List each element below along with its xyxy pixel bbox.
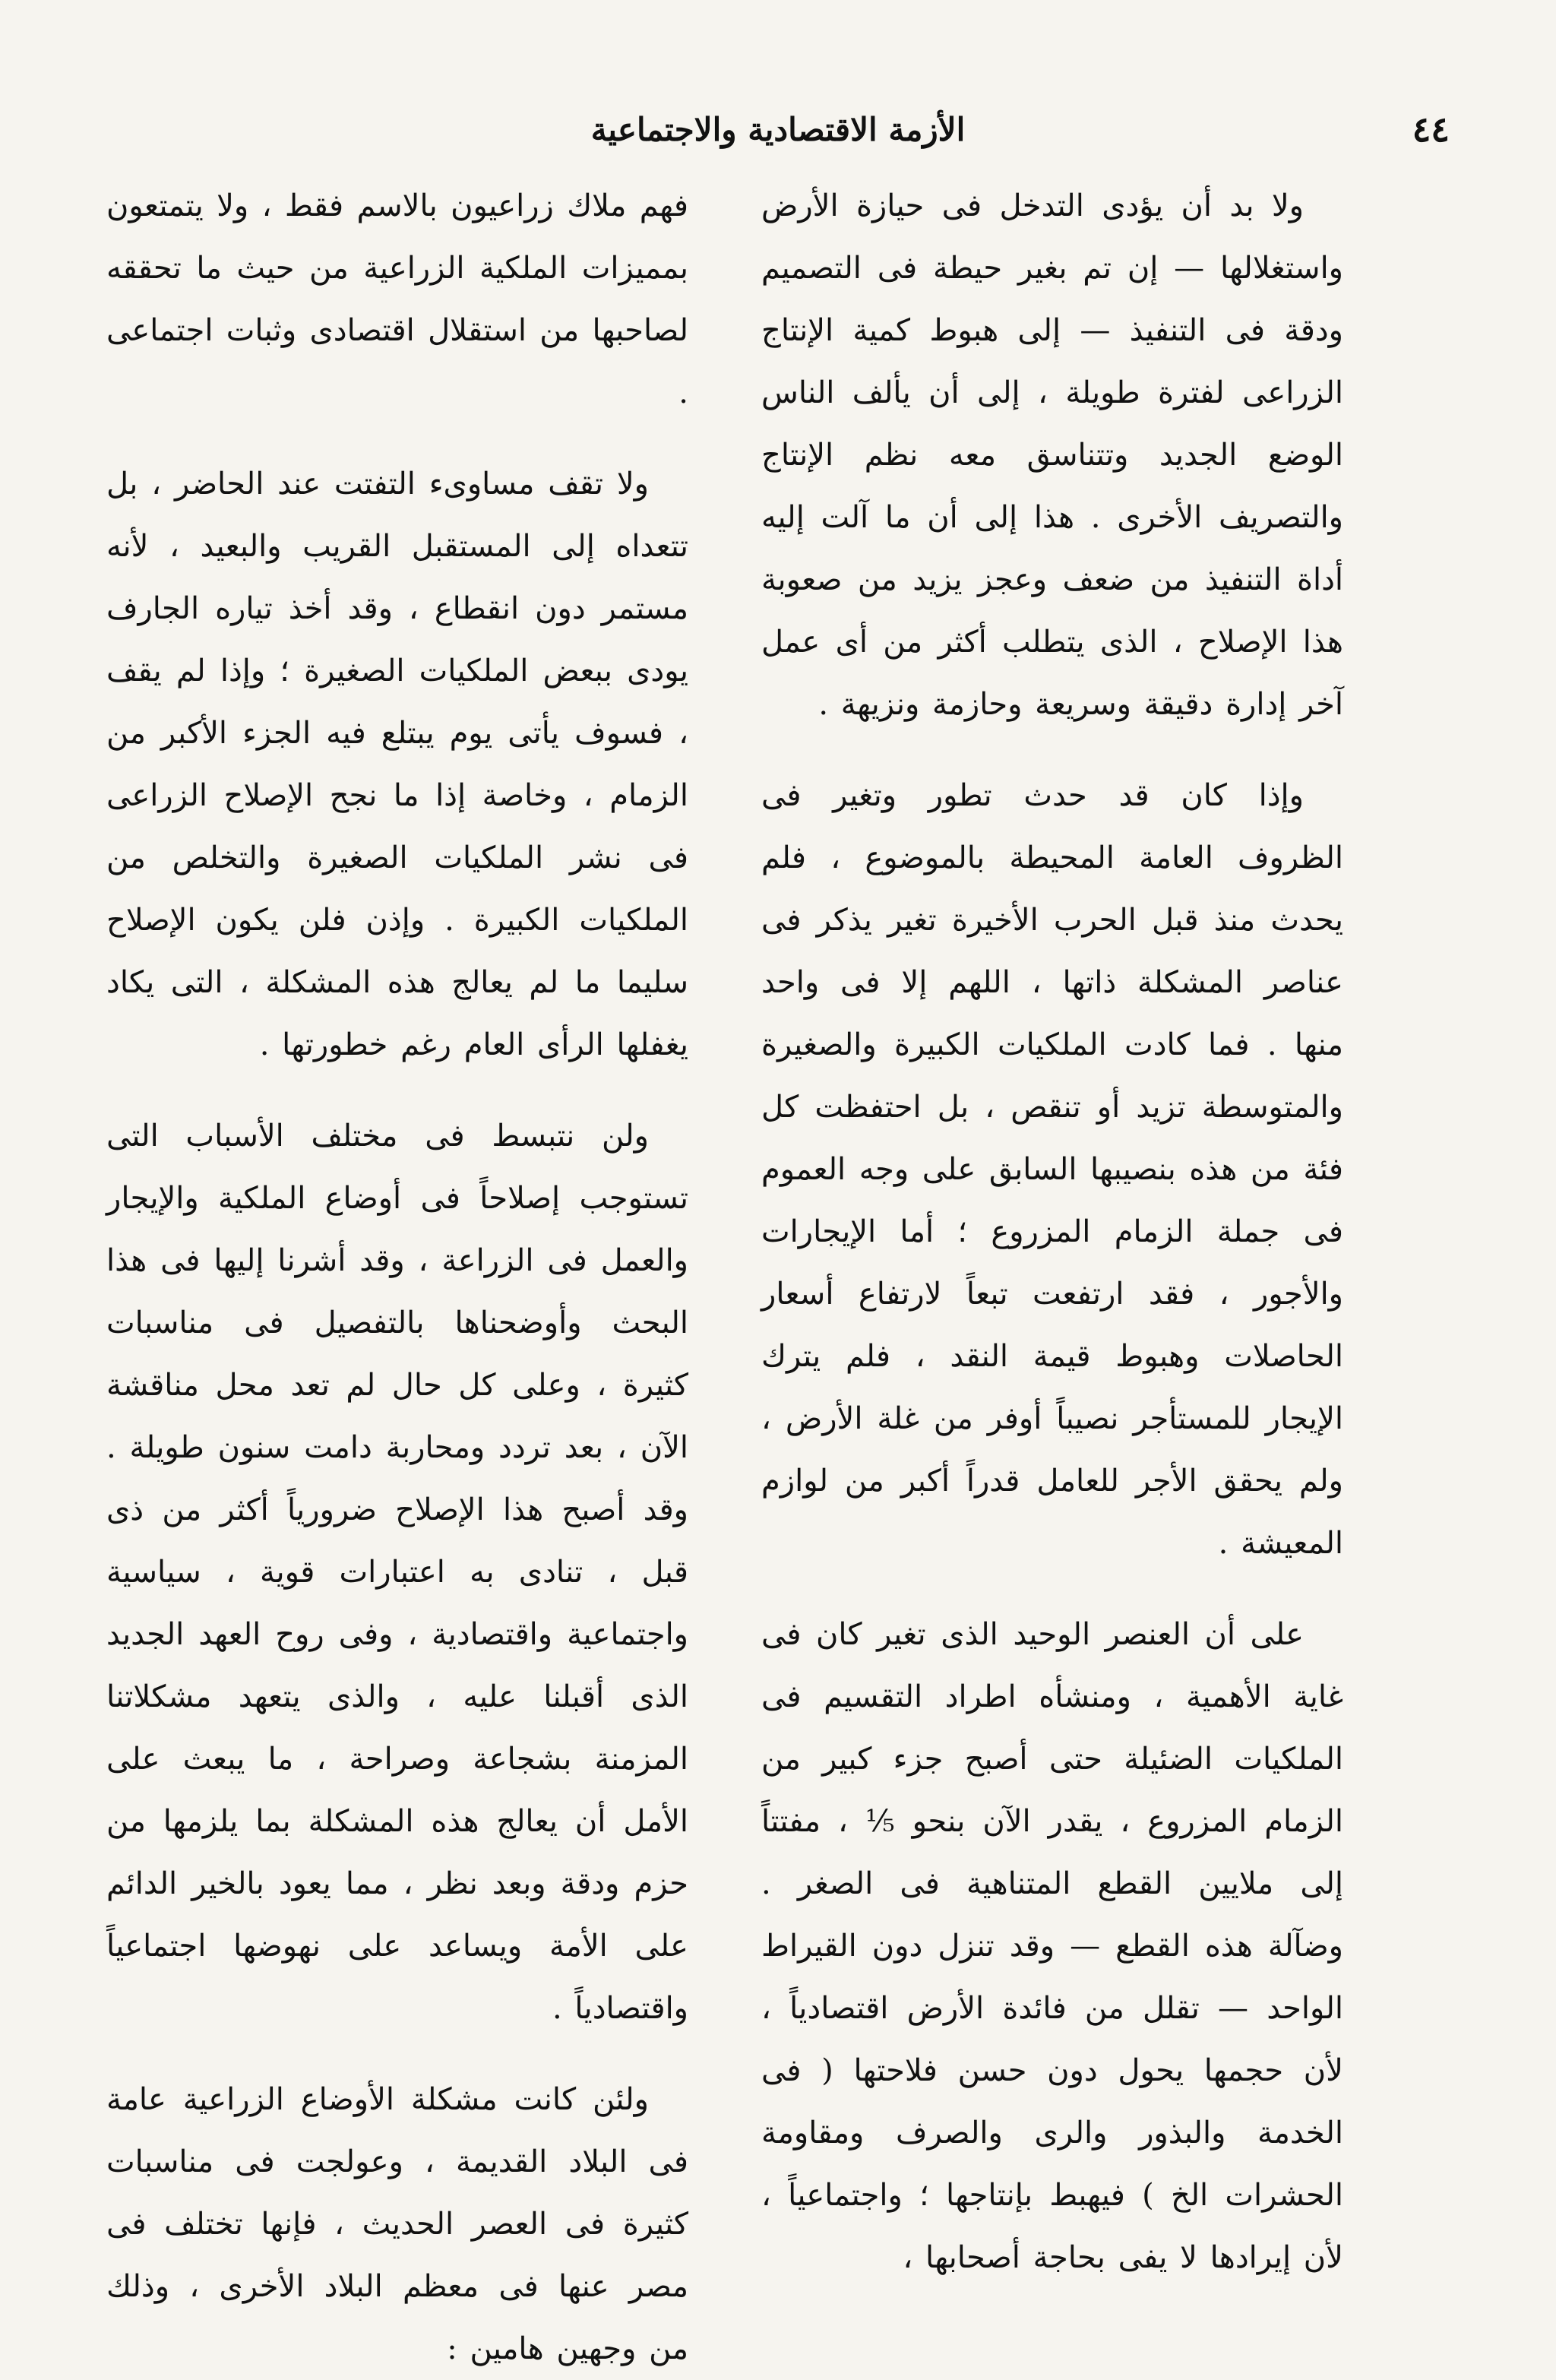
paragraph: ولا تقف مساوىء التفتت عند الحاضر ، بل تتعداه إلى المستقبل القريب والبعيد ، لأنه مستمر دون انقطاع ، وقد أخذ تياره الجارف يودى ببعض الملكيات الصغيرة ؛ وإذا لم يقف ، فسوف يأتى يوم يبتلع فيه الجزء الأكبر من الزمام ، وخاصة إذا ما نجح الإصلاح الزراعى فى نشر الملكيات الصغيرة والتخلص من الملكيات الكبيرة . وإذن فلن يكون الإصلاح سليما ما لم يعالج هذه المشكلة ، التى يكاد يغفلها الرأى العام رغم خطورتها . — [106, 467, 688, 1062]
column-right — [761, 175, 1343, 2275]
paragraph: ولا بد أن يؤدى التدخل فى حيازة الأرض واستغلالها — إن تم بغير حيطة فى التصميم ودقة فى التنفيذ — إلى هبوط كمية الإنتاج الزراعى لفترة طويلة ، إلى أن يألف الناس الوضع الجديد وتتناسق معه نظم الإنتاج والتصريف الأخرى . هذا إلى أن ما آلت إليه أداة التنفيذ من ضعف وعجز يزيد من صعوبة هذا الإصلاح ، الذى يتطلب أكثر من أى عمل آخر إدارة دقيقة وسريعة وحازمة ونزيهة . — [761, 188, 1343, 722]
column-left — [106, 175, 689, 2366]
page-header — [106, 99, 1450, 160]
text-columns — [106, 175, 1343, 2366]
paragraph: ولن نتبسط فى مختلف الأسباب التى تستوجب إصلاحاً فى أوضاع الملكية والإيجار والعمل فى الزراعة ، وقد أشرنا إليها فى هذا البحث وأوضحناها بالتفصيل فى مناسبات كثيرة ، وعلى كل حال لم تعد محل مناقشة الآن ، بعد تردد ومحاربة دامت سنون طويلة . وقد أصبح هذا الإصلاح ضرورياً أكثر من ذى قبل ، تنادى به اعتبارات قوية ، سياسية واجتماعية واقتصادية ، وفى روح العهد الجديد الذى أقبلنا عليه ، والذى يتعهد مشكلاتنا المزمنة بشجاعة وصراحة ، ما يبعث على الأمل أن يعالج هذه المشكلة بما يلزمها من حزم ودقة وبعد نظر ، مما يعود بالخير الدائم على الأمة ويساعد على نهوضها اجتماعياً واقتصادياً . — [106, 1119, 689, 2026]
running-title: الأزمة الاقتصادية والاجتماعية — [590, 110, 966, 148]
page-number: ٤٤ — [1412, 109, 1450, 150]
paragraph: على أن العنصر الوحيد الذى تغير كان فى غاية الأهمية ، ومنشأه اطراد التقسيم فى الملكيات الضئيلة حتى أصبح جزء كبير من الزمام المزروع ، يقدر الآن بنحو ⅕ ، مفتتاً إلى ملايين القطع المتناهية فى الصغر . وضآلة هذه القطع — وقد تنزل دون القيراط الواحد — تقلل من فائدة الأرض اقتصادياً ، لأن حجمها يحول دون حسن فلاحتها ( فى الخدمة والبذور والرى والصرف ومقاومة الحشرات الخ ) فيهبط بإنتاجها ؛ واجتماعياً ، لأن إيرادها لا يفى بحاجة أصحابها ، — [761, 1617, 1343, 2275]
paragraph: وإذا كان قد حدث تطور وتغير فى الظروف العامة المحيطة بالموضوع ، فلم يحدث منذ قبل الحرب الأخيرة تغير يذكر فى عناصر المشكلة ذاتها ، اللهم إلا فى واحد منها . فما كادت الملكيات الكبيرة والصغيرة والمتوسطة تزيد أو تنقص ، بل احتفظت كل فئة من هذه بنصيبها السابق على وجه العموم فى جملة الزمام المزروع ؛ أما الإيجارات والأجور ، فقد ارتفعت تبعاً لارتفاع أسعار الحاصلات وهبوط قيمة النقد ، فلم يترك الإيجار للمستأجر نصيباً أوفر من غلة الأرض ، ولم يحقق الأجر للعامل قدراً أكبر من لوازم المعيشة . — [761, 778, 1343, 1561]
paragraph: ولئن كانت مشكلة الأوضاع الزراعية عامة فى البلاد القديمة ، وعولجت فى مناسبات كثيرة فى العصر الحديث ، فإنها تختلف فى مصر عنها فى معظم البلاد الأخرى ، وذلك من وجهين هامين : — [106, 2082, 688, 2366]
paragraph: فهم ملاك زراعيون بالاسم فقط ، ولا يتمتعون بمميزات الملكية الزراعية من حيث ما تحققه لصاحبها من استقلال اقتصادى وثبات اجتماعى . — [106, 188, 688, 410]
